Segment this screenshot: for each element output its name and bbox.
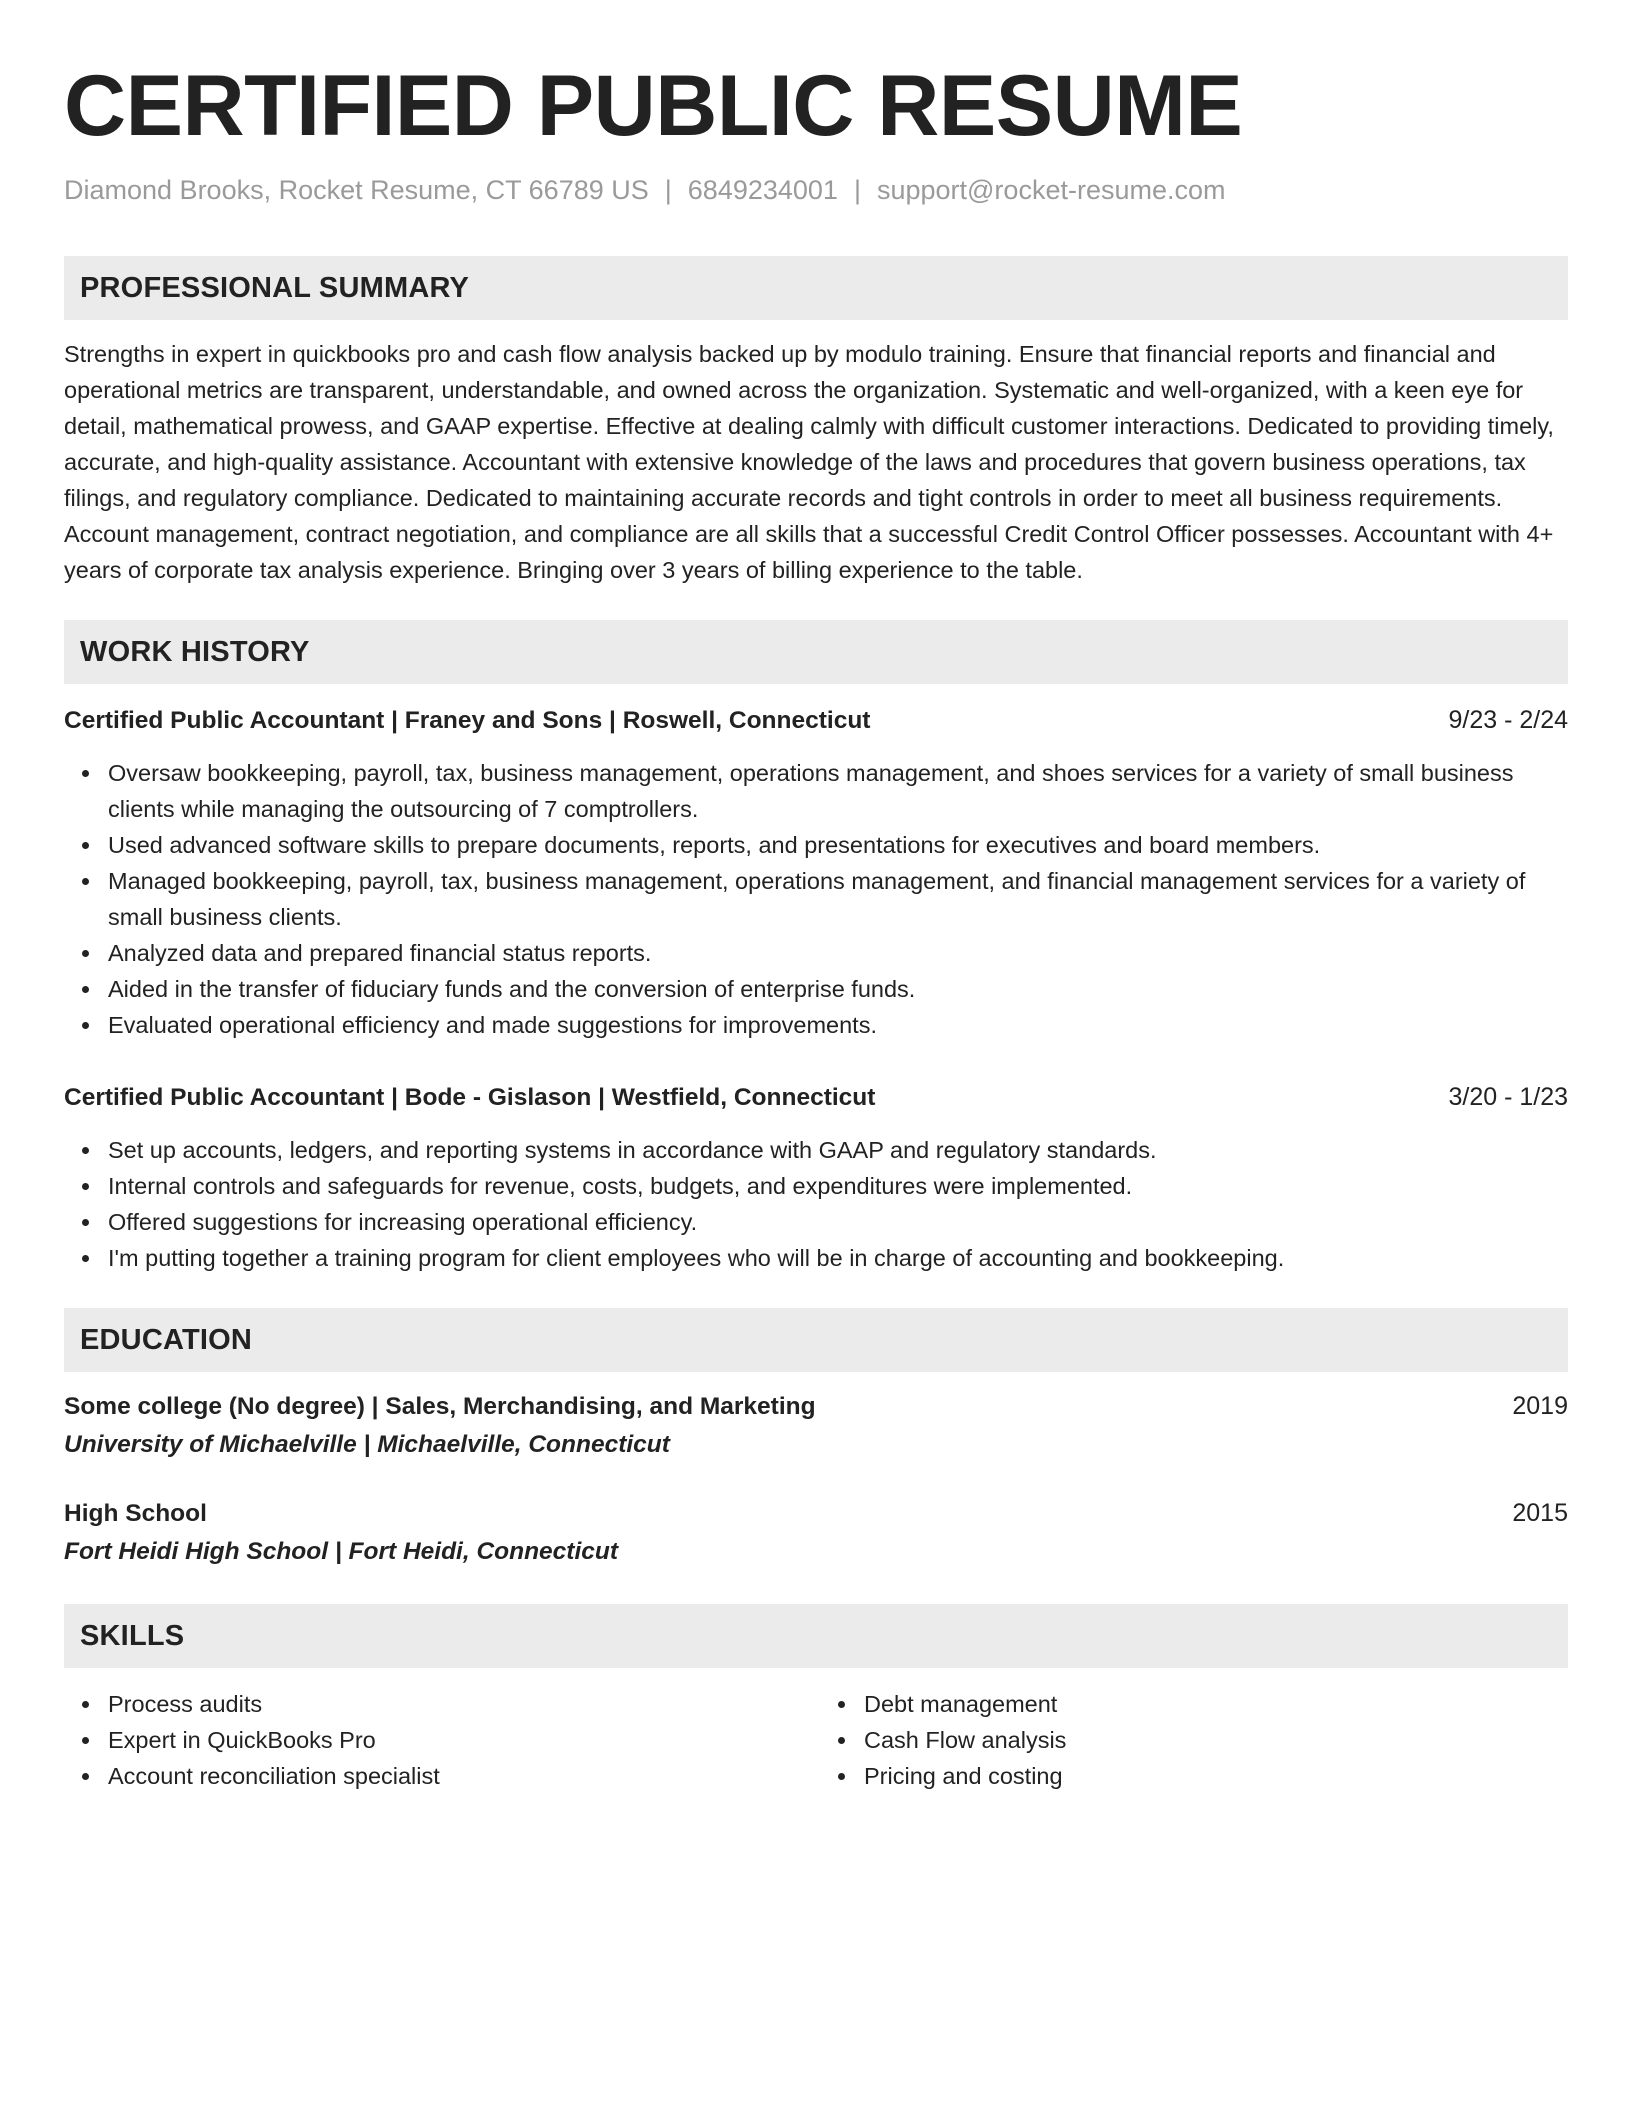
job-bullet: I'm putting together a training program for client employees who will be in charge of accounting and bookkeeping. <box>64 1240 1568 1276</box>
job-bullet: Internal controls and safeguards for revenue, costs, budgets, and expenditures were implemented. <box>64 1168 1568 1204</box>
education-entry <box>64 1388 1568 1465</box>
contact-separator: | <box>853 175 861 205</box>
job-bullet: Used advanced software skills to prepare documents, reports, and presentations for executives and board members. <box>64 827 1568 863</box>
skill-item: Expert in QuickBooks Pro <box>64 1722 816 1758</box>
skills-grid <box>64 1686 1568 1794</box>
contact-phone: 6849234001 <box>687 175 838 205</box>
skill-item: Pricing and costing <box>820 1758 1568 1794</box>
skills-column-left <box>64 1686 816 1794</box>
job-entry <box>64 1079 1568 1276</box>
job-bullet: Oversaw bookkeeping, payroll, tax, business management, operations management, and shoes services for a variety of small business clients while managing the outsourcing of 7 comptrollers. <box>64 755 1568 827</box>
job-dates: 9/23 - 2/24 <box>1448 706 1568 734</box>
contact-address: Diamond Brooks, Rocket Resume, CT 66789 US <box>64 175 649 205</box>
job-bullet: Set up accounts, ledgers, and reporting systems in accordance with GAAP and regulatory standards. <box>64 1132 1568 1168</box>
contact-email: support@rocket-resume.com <box>876 175 1226 205</box>
section-heading-work-history: WORK HISTORY <box>64 620 1568 684</box>
education-degree: High School <box>64 1500 207 1527</box>
education-year: 2015 <box>1512 1499 1568 1527</box>
education-degree: Some college (No degree) | Sales, Merchandising, and Marketing <box>64 1393 816 1420</box>
job-bullet: Aided in the transfer of fiduciary funds and the conversion of enterprise funds. <box>64 971 1568 1007</box>
job-title: Certified Public Accountant | Bode - Gislason | Westfield, Connecticut <box>64 1084 876 1111</box>
education-header <box>64 1495 1568 1532</box>
skill-item: Process audits <box>64 1686 816 1722</box>
skill-item: Debt management <box>820 1686 1568 1722</box>
skill-item: Account reconciliation specialist <box>64 1758 816 1794</box>
job-dates: 3/20 - 1/23 <box>1448 1083 1568 1111</box>
resume-title: CERTIFIED PUBLIC RESUME <box>64 58 1243 154</box>
contact-separator: | <box>664 175 672 205</box>
section-heading-education: EDUCATION <box>64 1308 1568 1372</box>
education-school: Fort Heidi High School | Fort Heidi, Connecticut <box>64 1538 619 1565</box>
job-bullet: Managed bookkeeping, payroll, tax, business management, operations management, and financial management services for a variety of small business clients. <box>64 863 1568 935</box>
job-header <box>64 702 1568 739</box>
section-heading-skills: SKILLS <box>64 1604 1568 1668</box>
job-bullet: Evaluated operational efficiency and made suggestions for improvements. <box>64 1007 1568 1043</box>
education-entry <box>64 1495 1568 1572</box>
job-bullet: Offered suggestions for increasing operational efficiency. <box>64 1204 1568 1240</box>
contact-line <box>64 172 1568 208</box>
skills-column-right <box>816 1686 1568 1794</box>
job-entry <box>64 702 1568 1043</box>
education-header <box>64 1388 1568 1425</box>
education-school: University of Michaelville | Michaelville, Connecticut <box>64 1431 670 1458</box>
job-bullet: Analyzed data and prepared financial status reports. <box>64 935 1568 971</box>
education-year: 2019 <box>1512 1392 1568 1420</box>
job-bullet-list <box>64 755 1568 1043</box>
summary-text: Strengths in expert in quickbooks pro and cash flow analysis backed up by modulo training. Ensure that financial reports and financial and operational metrics are transparent, understandable, and owned across the organization. Systematic and well-organized, with a keen eye for detail, mathematical prowess, and GAAP expertise. Effective at dealing calmly with difficult customer interactions. Dedicated to providing timely, accurate, and high-quality assistance. Accountant with extensive knowledge of the laws and procedures that govern business operations, tax filings, and regulatory compliance. Dedicated to maintaining accurate records and tight controls in order to meet all business requirements. Account management, contract negotiation, and compliance are all skills that a successful Credit Control Officer possesses. Accountant with 4+ years of corporate tax analysis experience. Bringing over 3 years of billing experience to the table. <box>64 341 1554 583</box>
skill-item: Cash Flow analysis <box>820 1722 1568 1758</box>
job-bullet-list <box>64 1132 1568 1276</box>
job-title: Certified Public Accountant | Franey and Sons | Roswell, Connecticut <box>64 707 871 734</box>
job-header <box>64 1079 1568 1116</box>
section-heading-summary: PROFESSIONAL SUMMARY <box>64 256 1568 320</box>
